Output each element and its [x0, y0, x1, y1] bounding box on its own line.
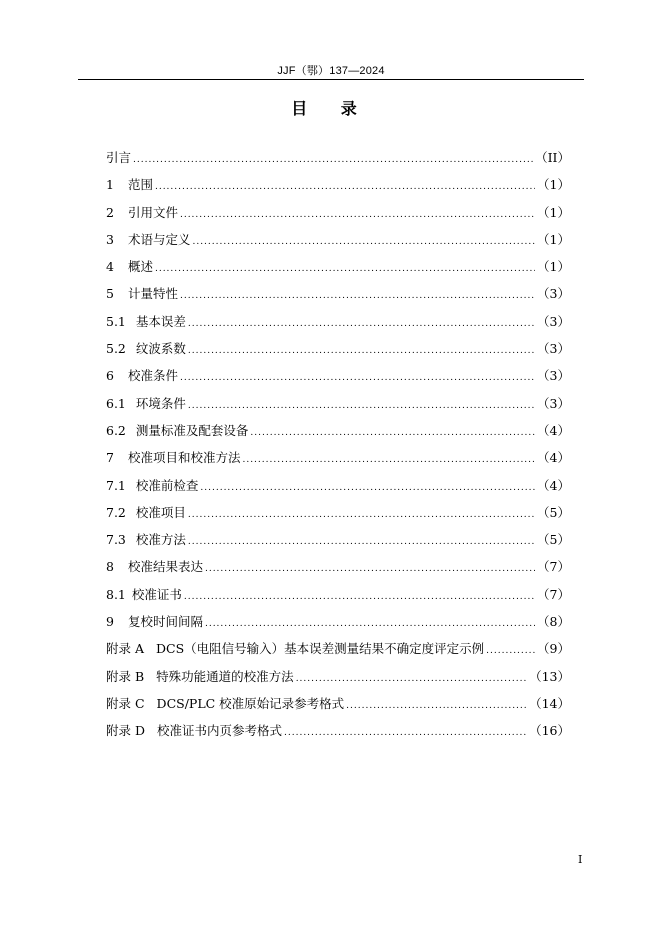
- toc-entry-page: （4）: [537, 450, 570, 466]
- toc-entry-label: 范围: [127, 177, 153, 193]
- toc-leader-dots: [200, 478, 535, 498]
- toc-entry-number: 附录 B: [106, 668, 145, 684]
- toc-entry-page: （5）: [537, 504, 570, 520]
- toc-entry-label: 校准项目和校准方法: [127, 450, 241, 466]
- toc-entry[interactable]: [106, 612, 570, 639]
- toc-entry-number: 7: [106, 450, 114, 466]
- toc-leader-dots: [284, 723, 527, 743]
- toc-entry-number: 5.2: [106, 341, 126, 357]
- toc-entry-number: 7.1: [106, 477, 126, 493]
- toc-leader-dots: [205, 559, 535, 579]
- toc-entry-number: 附录 D: [106, 723, 145, 739]
- toc-entry-page: （3）: [537, 368, 570, 384]
- toc-entry[interactable]: [106, 694, 570, 721]
- toc-entry[interactable]: [106, 175, 570, 202]
- toc-entry-number: 9: [106, 614, 114, 630]
- toc-entry-page: （3）: [537, 341, 570, 357]
- page-title: 目 录: [291, 99, 371, 118]
- toc-entry-page: （13）: [529, 668, 570, 684]
- toc-leader-dots: [192, 232, 535, 252]
- toc-entry-label: 校准证书: [131, 586, 182, 602]
- toc-leader-dots: [180, 205, 535, 225]
- toc-entry-page: （9）: [537, 641, 570, 657]
- table-of-contents: [106, 148, 570, 749]
- toc-entry-page: （7）: [537, 559, 570, 575]
- toc-entry-label: 引用文件: [127, 204, 178, 220]
- toc-leader-dots: [180, 368, 535, 388]
- toc-entry-label: 校准项目: [135, 504, 186, 520]
- toc-entry-number: 6: [106, 368, 114, 384]
- toc-entry-label: 环境条件: [135, 395, 186, 411]
- toc-entry-number: 8.1: [106, 586, 126, 602]
- toc-leader-dots: [346, 696, 527, 716]
- toc-entry-number: 7.3: [106, 532, 126, 548]
- toc-leader-dots: [188, 505, 535, 525]
- toc-entry-page: （16）: [529, 723, 570, 739]
- toc-entry[interactable]: [106, 257, 570, 284]
- toc-entry[interactable]: [106, 339, 570, 366]
- toc-entry-number: 6.1: [106, 395, 126, 411]
- toc-entry-number: 6.2: [106, 422, 126, 438]
- toc-leader-dots: [242, 450, 535, 470]
- toc-entry-label: 基本误差: [135, 313, 186, 329]
- toc-entry-number: 7.2: [106, 504, 126, 520]
- toc-entry-label: DCS/PLC 校准原始记录参考格式: [156, 695, 345, 711]
- toc-entry-label: 测量标准及配套设备: [135, 422, 249, 438]
- toc-entry[interactable]: [106, 503, 570, 530]
- toc-entry[interactable]: [106, 366, 570, 393]
- toc-entry-page: （7）: [537, 586, 570, 602]
- toc-entry-label: 校准条件: [127, 368, 178, 384]
- toc-entry[interactable]: [106, 721, 570, 748]
- page-folio: I: [578, 853, 583, 866]
- toc-leader-dots: [155, 259, 535, 279]
- toc-entry-number: 5: [106, 286, 114, 302]
- toc-entry-label: 计量特性: [127, 286, 178, 302]
- toc-entry[interactable]: [106, 148, 570, 175]
- toc-entry-page: （14）: [529, 695, 570, 711]
- toc-entry-number: 8: [106, 559, 114, 575]
- toc-entry-label: 校准证书内页参考格式: [157, 723, 283, 739]
- toc-entry[interactable]: [106, 203, 570, 230]
- toc-entry-page: （1）: [537, 231, 570, 247]
- toc-leader-dots: [133, 150, 533, 170]
- toc-entry[interactable]: [106, 394, 570, 421]
- toc-entry[interactable]: [106, 448, 570, 475]
- toc-entry-number: 2: [106, 204, 114, 220]
- toc-leader-dots: [155, 177, 535, 197]
- toc-entry-number: 1: [106, 177, 114, 193]
- toc-entry[interactable]: [106, 585, 570, 612]
- toc-entry-label: 复校时间间隔: [127, 614, 203, 630]
- toc-leader-dots: [188, 532, 535, 552]
- toc-entry[interactable]: [106, 667, 570, 694]
- toc-leader-dots: [184, 587, 535, 607]
- toc-entry-label: 校准结果表达: [127, 559, 203, 575]
- toc-entry[interactable]: [106, 476, 570, 503]
- toc-leader-dots: [188, 341, 535, 361]
- toc-leader-dots: [188, 314, 535, 334]
- toc-entry[interactable]: [106, 557, 570, 584]
- toc-entry-number: 3: [106, 231, 114, 247]
- toc-entry[interactable]: [106, 530, 570, 557]
- toc-entry-page: （1）: [537, 204, 570, 220]
- toc-entry-page: （3）: [537, 313, 570, 329]
- toc-leader-dots: [296, 669, 527, 689]
- header-rule: [78, 79, 584, 80]
- toc-leader-dots: [188, 396, 535, 416]
- toc-leader-dots: [180, 286, 535, 306]
- toc-entry-label: 引言: [106, 150, 132, 165]
- toc-entry-label: 纹波系数: [135, 341, 186, 357]
- toc-entry[interactable]: [106, 230, 570, 257]
- toc-leader-dots: [250, 423, 535, 443]
- toc-entry-page: （5）: [537, 532, 570, 548]
- toc-entry[interactable]: [106, 284, 570, 311]
- toc-entry-label: 特殊功能通道的校准方法: [156, 668, 294, 684]
- toc-entry-label: 术语与定义: [127, 231, 191, 247]
- toc-leader-dots: [486, 641, 535, 661]
- toc-entry-number: 5.1: [106, 313, 126, 329]
- toc-entry[interactable]: [106, 639, 570, 666]
- toc-entry-page: （4）: [537, 422, 570, 438]
- toc-entry-page: （4）: [537, 477, 570, 493]
- toc-entry[interactable]: [106, 312, 570, 339]
- toc-entry-page: （8）: [537, 614, 570, 630]
- toc-entry-page: （1）: [537, 177, 570, 193]
- toc-entry-number: 4: [106, 259, 114, 275]
- document-code-header: JJF（鄂）137—2024: [277, 65, 385, 77]
- toc-entry[interactable]: [106, 421, 570, 448]
- toc-entry-page: （3）: [537, 286, 570, 302]
- toc-entry-page: （1）: [537, 259, 570, 275]
- toc-entry-page: （II）: [535, 150, 570, 165]
- toc-entry-number: 附录 A: [106, 641, 145, 657]
- toc-entry-label: 校准前检查: [135, 477, 199, 493]
- toc-entry-label: DCS（电阻信号输入）基本误差测量结果不确定度评定示例: [156, 641, 485, 657]
- toc-entry-label: 概述: [127, 259, 153, 275]
- toc-leader-dots: [205, 614, 535, 634]
- toc-entry-number: 附录 C: [106, 695, 145, 711]
- toc-entry-label: 校准方法: [135, 532, 186, 548]
- toc-entry-page: （3）: [537, 395, 570, 411]
